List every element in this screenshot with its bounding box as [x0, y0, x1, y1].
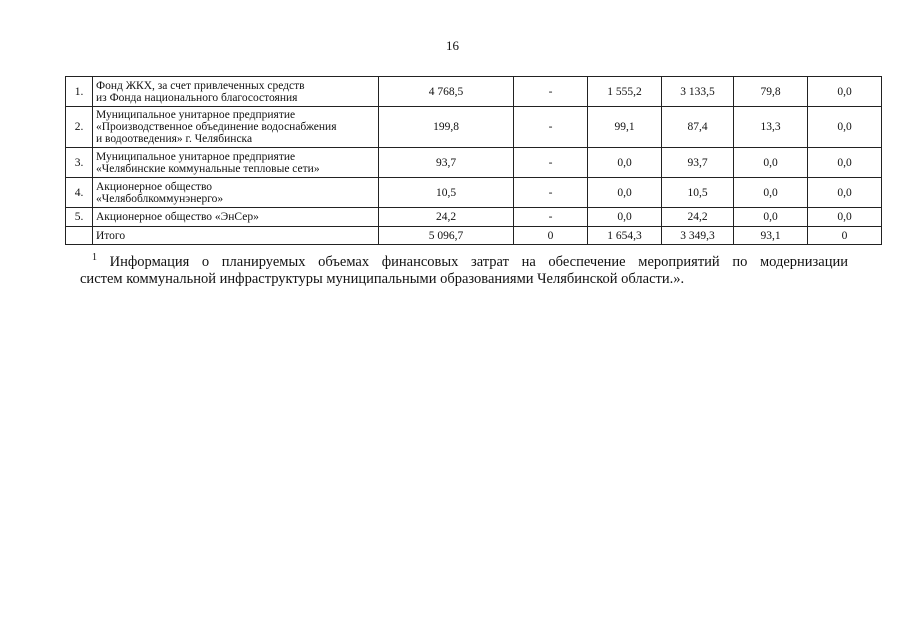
organization-name: [93, 107, 379, 148]
value-cell: -: [514, 148, 588, 178]
value-cell: 87,4: [662, 107, 734, 148]
footnote-marker: 1: [92, 252, 97, 264]
value-cell: 93,7: [662, 148, 734, 178]
name-line: Акционерное общество «ЭнСер»: [96, 211, 259, 223]
name-line: из Фонда национального благосостояния: [96, 91, 298, 104]
row-number: 5.: [66, 208, 93, 227]
name-line: и водоотведения» г. Челябинска: [96, 133, 253, 145]
value-cell: 199,8: [379, 107, 514, 148]
table-row: [66, 77, 882, 107]
table-row: [66, 208, 882, 227]
value-cell: 4 768,5: [379, 77, 514, 107]
value-cell: -: [514, 178, 588, 208]
value-cell: 0,0: [808, 107, 882, 148]
name-line: «Производственное объединение водоснабжения: [96, 121, 337, 133]
total-label: [93, 227, 379, 245]
value-cell: 1 654,3: [588, 227, 662, 245]
value-cell: 0,0: [808, 208, 882, 227]
organization-name: [93, 178, 379, 208]
row-number: 4.: [66, 178, 93, 208]
name-line: Фонд ЖКХ, за счет привлеченных средств: [96, 79, 305, 92]
value-cell: 93,7: [379, 148, 514, 178]
value-cell: 3 133,5: [662, 77, 734, 107]
row-number: 3.: [66, 148, 93, 178]
value-cell: 0,0: [734, 208, 808, 227]
table-row: [66, 148, 882, 178]
value-cell: -: [514, 208, 588, 227]
name-line: Акционерное общество: [96, 180, 213, 193]
value-cell: 0: [514, 227, 588, 245]
value-cell: 0,0: [588, 148, 662, 178]
value-cell: 3 349,3: [662, 227, 734, 245]
table-total-row: [66, 227, 882, 245]
table-row: [66, 178, 882, 208]
value-cell: 13,3: [734, 107, 808, 148]
name-line: Итого: [96, 229, 126, 242]
footnote-line: [80, 254, 848, 271]
table-row: [66, 107, 882, 148]
value-cell: 0,0: [808, 77, 882, 107]
page-number: 16: [446, 38, 459, 53]
row-number: [66, 227, 93, 245]
value-cell: 24,2: [379, 208, 514, 227]
value-cell: 10,5: [379, 178, 514, 208]
value-cell: 0,0: [808, 148, 882, 178]
value-cell: 79,8: [734, 77, 808, 107]
organization-name: [93, 148, 379, 178]
name-line: «Челябоблкоммунэнерго»: [96, 192, 224, 205]
value-cell: 0,0: [734, 178, 808, 208]
value-cell: 0,0: [808, 178, 882, 208]
value-cell: -: [514, 107, 588, 148]
row-number: 2.: [66, 107, 93, 148]
row-number: 1.: [66, 77, 93, 107]
value-cell: 10,5: [662, 178, 734, 208]
organization-name: [93, 77, 379, 107]
value-cell: 24,2: [662, 208, 734, 227]
financial-table: [65, 76, 882, 245]
name-line: Муниципальное унитарное предприятие: [96, 150, 296, 163]
value-cell: -: [514, 77, 588, 107]
name-line: «Челябинские коммунальные тепловые сети»: [96, 162, 320, 175]
organization-name: [93, 208, 379, 227]
value-cell: 0,0: [588, 208, 662, 227]
name-line: Муниципальное унитарное предприятие: [96, 109, 296, 121]
value-cell: 1 555,2: [588, 77, 662, 107]
value-cell: 5 096,7: [379, 227, 514, 245]
footnote-line: систем коммунальной инфраструктуры муниципальными образованиями Челябинской области.».: [80, 270, 685, 287]
value-cell: 99,1: [588, 107, 662, 148]
footnote: [80, 254, 848, 287]
value-cell: 0,0: [588, 178, 662, 208]
value-cell: 0,0: [734, 148, 808, 178]
value-cell: 93,1: [734, 227, 808, 245]
footnote-text: Информация о планируемых объемах финансовых затрат на обеспечение мероприятий по модернизации: [109, 254, 849, 270]
value-cell: 0: [808, 227, 882, 245]
